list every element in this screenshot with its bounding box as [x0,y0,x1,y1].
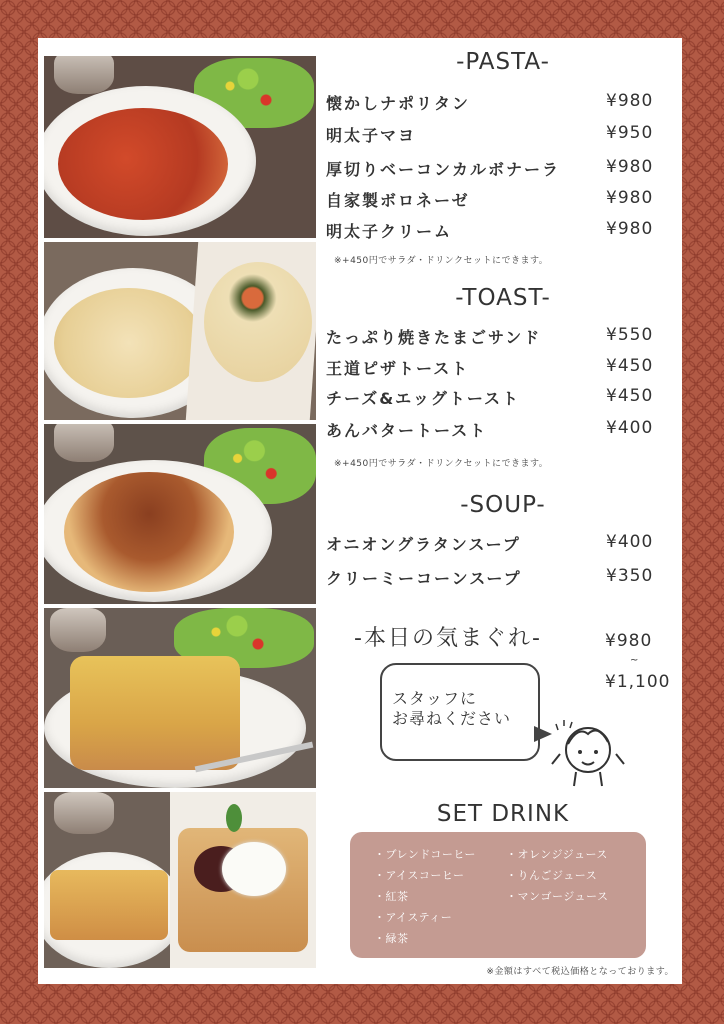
item-name: 懐かしナポリタン [326,94,471,113]
item-name: チーズ&エッグトースト [326,389,521,408]
menu-item [326,386,666,412]
photo-anko-toast [44,792,316,968]
drink-item: ・ブレンドコーヒー [374,848,476,861]
item-name: 自家製ボロネーゼ [326,191,470,210]
drink-item: ・りんごジュース [506,869,598,882]
set-drink-title: SET DRINK [436,801,570,827]
pasta-title: -PASTA- [456,49,550,75]
menu-item [326,123,666,149]
item-name: クリーミーコーンスープ [326,569,522,588]
special-price-tilde: ~ [630,655,639,666]
item-price: ¥450 [606,356,654,376]
menu-column [324,38,682,984]
item-name: たっぷり焼きたまごサンド [326,328,542,347]
set-note: ※+450円でサラダ・ドリンクセットにできます。 [334,459,549,469]
speech-bubble [380,663,540,761]
special-price-low: ¥980 [605,631,653,651]
menu-item [326,325,666,351]
bubble-line: スタッフに [392,689,478,708]
photo-bolognese [44,424,316,604]
menu-item [326,188,666,214]
menu-item [326,91,666,117]
special-title: -本日の気まぐれ- [354,626,542,651]
bubble-line: お尋ねください [392,709,512,728]
item-name: 王道ピザトースト [326,359,470,378]
item-name: 明太子マヨ [326,126,417,145]
item-name: 明太子クリーム [326,222,453,241]
drink-item: ・オレンジジュース [506,848,608,861]
drink-box [350,832,646,958]
menu-item [326,356,666,382]
item-price: ¥400 [606,418,654,438]
item-price: ¥980 [606,188,654,208]
drink-item: ・緑茶 [374,932,409,945]
set-note: ※+450円でサラダ・ドリンクセットにできます。 [334,256,549,266]
item-price: ¥550 [606,325,654,345]
item-price: ¥980 [606,91,654,111]
item-name: オニオングラタンスープ [326,535,521,554]
item-price: ¥450 [606,386,654,406]
item-name: 厚切りベーコンカルボナーラ [326,160,561,179]
item-price: ¥980 [606,219,654,239]
toast-title: -TOAST- [455,285,551,311]
menu-item [326,418,666,444]
tax-note: ※金額はすべて税込価格となっております。 [486,967,674,977]
bubble-text [392,689,511,729]
menu-item [326,566,666,592]
item-price: ¥950 [606,123,654,143]
photo-pizza-toast [44,608,316,788]
item-price: ¥350 [606,566,654,586]
special-price-high: ¥1,100 [605,672,671,692]
drink-column [374,844,476,949]
menu-item [326,532,666,558]
staff-doodle-icon [548,714,628,794]
item-name: あんバタートースト [326,421,488,440]
menu-item [326,157,666,183]
menu-sheet [38,38,682,984]
drink-item: ・アイスティー [374,911,453,924]
drink-item: ・マンゴージュース [506,890,609,903]
drink-item: ・アイスコーヒー [374,869,465,882]
menu-item [326,219,666,245]
photo-carbonara [44,242,316,420]
drink-item: ・紅茶 [374,890,409,903]
drink-column [506,844,609,907]
soup-title: -SOUP- [460,492,546,518]
item-price: ¥400 [606,532,654,552]
photo-napolitan [44,56,316,238]
item-price: ¥980 [606,157,654,177]
